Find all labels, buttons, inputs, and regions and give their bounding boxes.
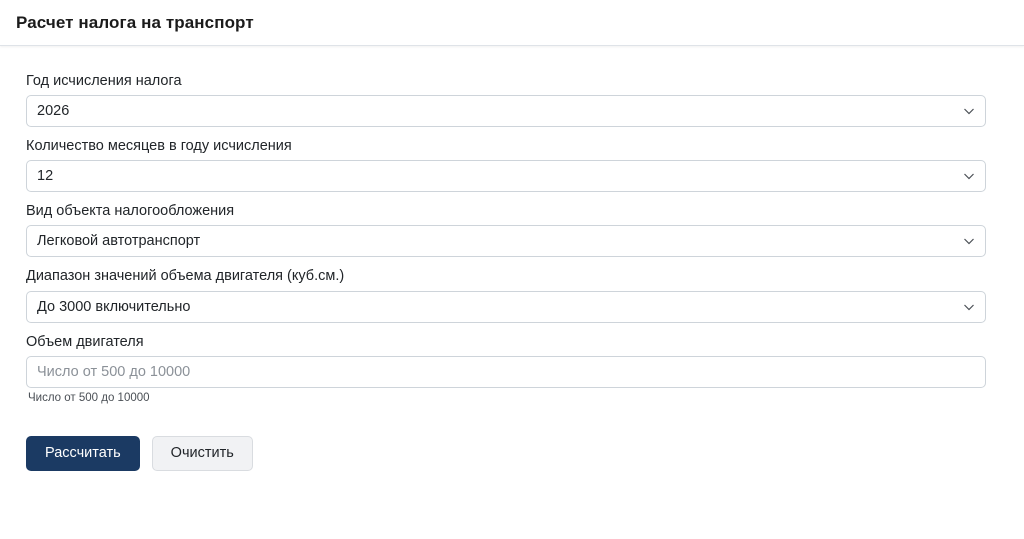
select-object-type-value: Легковой автотранспорт xyxy=(37,233,201,250)
label-object-type: Вид объекта налогообложения xyxy=(26,203,235,220)
field-months-count xyxy=(26,137,984,192)
chevron-down-icon xyxy=(963,105,975,117)
select-engine-volume-range[interactable] xyxy=(26,291,986,323)
label-months-count: Количество месяцев в году исчисления xyxy=(26,138,292,155)
page-title: Расчет налога на транспорт xyxy=(16,12,254,32)
page-header xyxy=(0,0,1024,46)
label-engine-volume: Объем двигателя xyxy=(26,333,144,350)
tax-calculation-form xyxy=(0,46,1024,471)
field-engine-volume xyxy=(26,333,984,404)
field-object-type xyxy=(26,202,984,257)
label-tax-year: Год исчисления налога xyxy=(26,73,182,89)
form-actions xyxy=(26,436,984,471)
select-months-count[interactable] xyxy=(26,160,986,192)
engine-volume-input[interactable] xyxy=(26,356,986,388)
chevron-down-icon xyxy=(963,170,975,182)
clear-button[interactable]: Очистить xyxy=(152,436,253,471)
calculate-button[interactable]: Рассчитать xyxy=(26,436,140,471)
field-tax-year xyxy=(26,72,984,127)
select-tax-year-value: 2026 xyxy=(37,103,70,120)
chevron-down-icon xyxy=(963,235,975,247)
select-tax-year[interactable] xyxy=(26,95,986,127)
select-engine-volume-range-value: До 3000 включительно xyxy=(37,298,191,315)
engine-volume-help-text: Число от 500 до 10000 xyxy=(28,391,150,404)
label-engine-volume-range: Диапазон значений объема двигателя (куб.см.) xyxy=(26,268,345,285)
chevron-down-icon xyxy=(963,301,975,313)
select-object-type[interactable] xyxy=(26,225,986,257)
field-engine-volume-range xyxy=(26,267,984,322)
select-months-count-value: 12 xyxy=(37,168,54,185)
